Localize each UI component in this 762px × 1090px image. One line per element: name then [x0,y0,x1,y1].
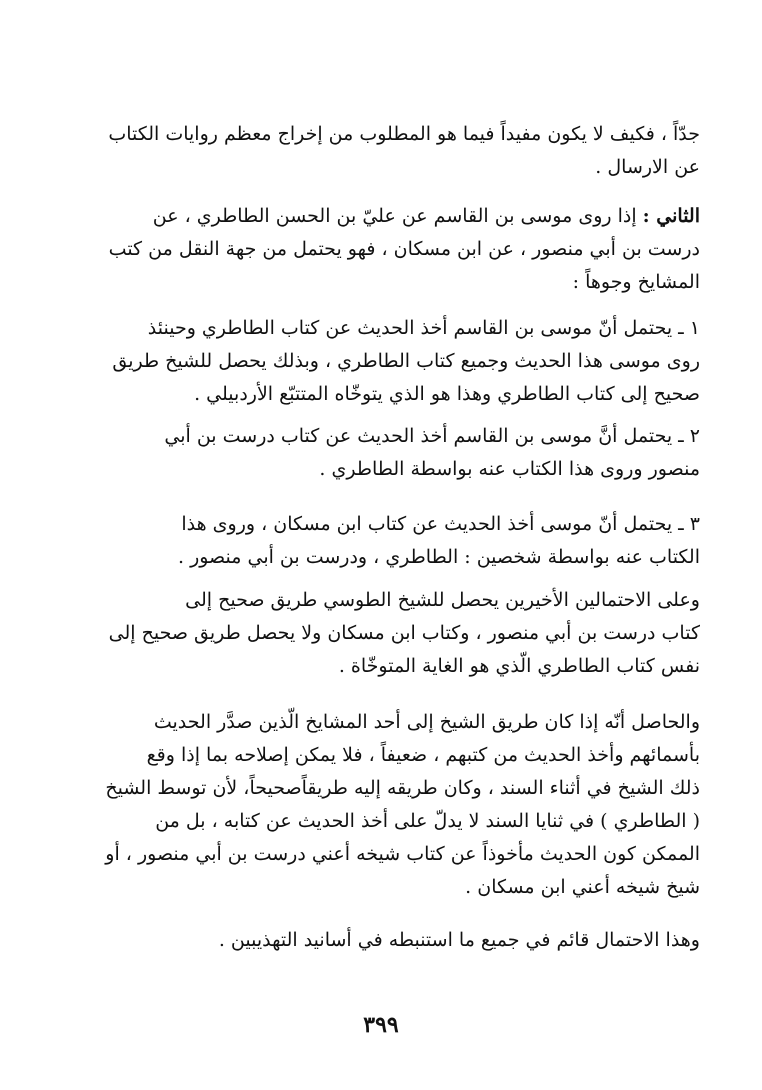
paragraph-8 [100,924,700,957]
text-line: الكتاب عنه بواسطة شخصين : الطاطري ، ودرست بن أبي منصور . [177,546,700,568]
text-line: منصور وروى هذا الكتاب عنه بواسطة الطاطري . [319,458,700,480]
paragraph-4 [100,420,700,486]
text-line: نفس كتاب الطاطري الّذي هو الغاية المتوخّاة . [338,655,700,677]
paragraph-7 [100,706,700,904]
text-line: الممكن كون الحديث مأخوذاً عن كتاب شيخه أعني درست بن أبي منصور ، أو [105,843,700,865]
text-line [100,200,700,233]
text-line: صحيح إلى كتاب الطاطري وهذا هو الذي يتوخّاه المتتبّع الأردبيلي . [194,383,700,405]
text-line: بأسمائهم وأخذ الحديث من كتبهم ، ضعيفاً ، فلا يمكن إصلاحه بما إذا وقع [146,744,700,766]
text-line: وهذا الاحتمال قائم في جميع ما استنبطه في أسانيد التهذيبين . [218,929,700,951]
text-line: درست بن أبي منصور ، عن ابن مسكان ، فهو يحتمل من جهة النقل من كتب [108,238,700,260]
text-line: شيخ شيخه أعني ابن مسكان . [465,876,700,898]
text-line: والحاصل أنّه إذا كان طريق الشيخ إلى أحد المشايخ الّذين صدَّر الحديث [153,711,700,733]
text-line: المشايخ وجوهاً : [572,271,700,293]
paragraph-6 [100,584,700,683]
text-line: ٢ ـ يحتمل أنَّ موسى بن القاسم أخذ الحديث عن كتاب درست بن أبي [164,425,700,447]
text-line: ( الطاطري ) في ثنايا السند لا يدلّ على أخذ الحديث عن كتابه ، بل من [155,810,700,832]
paragraph-5 [100,508,700,574]
paragraph-2 [100,200,700,299]
text-line: وعلى الاحتمالين الأخيرين يحصل للشيخ الطوسي طريق صحيح إلى [185,589,700,611]
text-line: عن الارسال . [595,156,700,178]
paragraph-1 [100,118,700,184]
text-line: كتاب درست بن أبي منصور ، وكتاب ابن مسكان ولا يحصل طريق صحيح إلى [108,622,700,644]
text-line: روى موسى هذا الحديث وجميع كتاب الطاطري ، وبذلك يحصل للشيخ طريق [112,350,700,372]
paragraph-lead: الثاني : [642,205,700,227]
text-line: ٣ ـ يحتمل أنّ موسى أخذ الحديث عن كتاب ابن مسكان ، وروى هذا [181,513,700,535]
text-line: جدّاً ، فكيف لا يكون مفيداً فيما هو المطلوب من إخراج معظم روايات الكتاب [108,123,700,145]
text-line: ذلك الشيخ في أثناء السند ، وكان طريقه إليه طريقاًصحيحاً، لأن توسط الشيخ [105,777,700,799]
text-line: ١ ـ يحتمل أنّ موسى بن القاسم أخذ الحديث عن كتاب الطاطري وحينئذ [147,317,700,339]
text-span: إذا روى موسى بن القاسم عن عليّ بن الحسن الطاطري ، عن [152,205,637,227]
page-number: ٣٩٩ [363,1012,399,1038]
paragraph-3 [100,312,700,411]
